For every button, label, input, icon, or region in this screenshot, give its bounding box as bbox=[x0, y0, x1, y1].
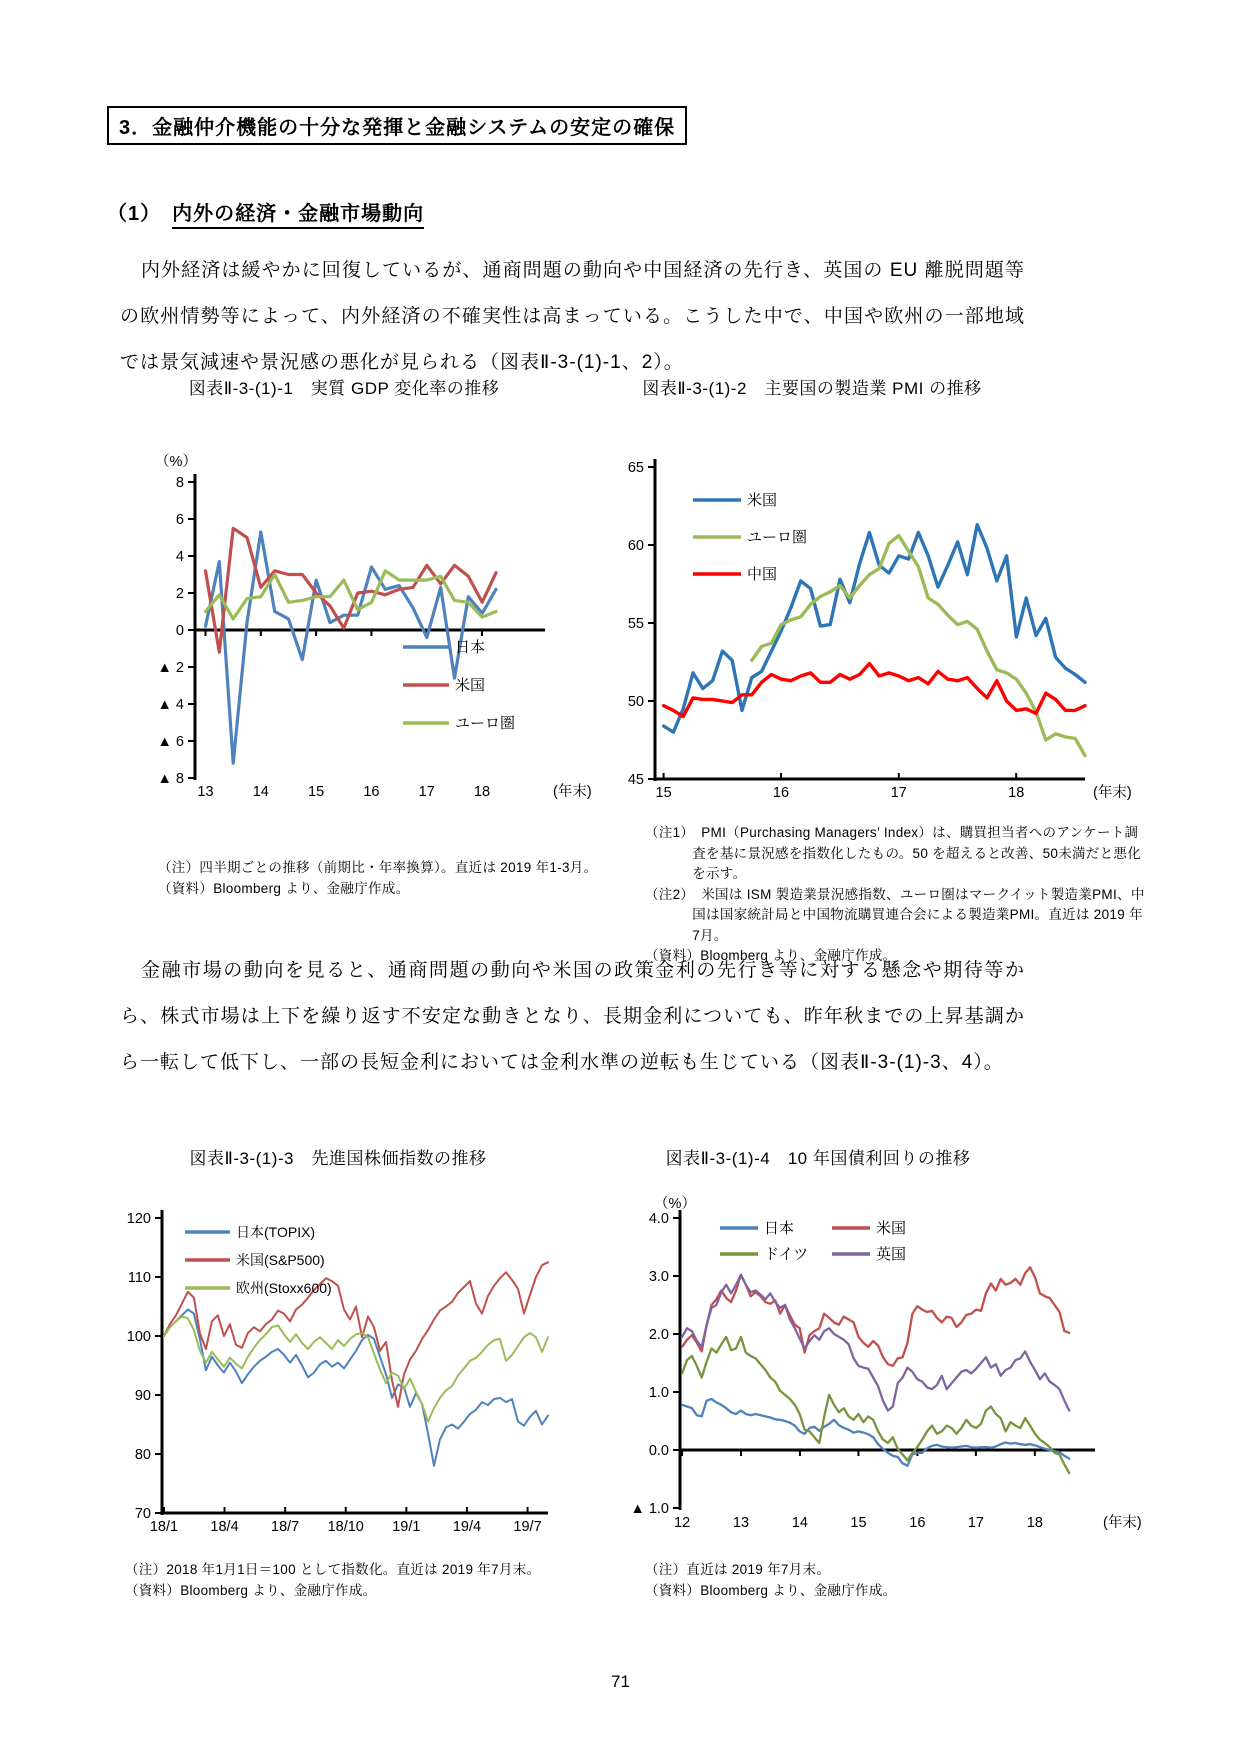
svg-text:米国: 米国 bbox=[876, 1220, 907, 1237]
svg-text:米国: 米国 bbox=[455, 677, 486, 694]
manufacturing-pmi-chart bbox=[583, 398, 1139, 822]
svg-text:18/1: 18/1 bbox=[149, 1519, 179, 1535]
svg-text:▲ 2: ▲ 2 bbox=[157, 660, 184, 676]
svg-text:15: 15 bbox=[308, 784, 325, 800]
svg-text:英国: 英国 bbox=[876, 1246, 907, 1263]
svg-text:1.0: 1.0 bbox=[648, 1385, 669, 1401]
svg-text:65: 65 bbox=[627, 460, 644, 476]
svg-text:80: 80 bbox=[134, 1447, 151, 1463]
svg-text:3.0: 3.0 bbox=[648, 1269, 669, 1285]
svg-text:(年末): (年末) bbox=[1103, 1515, 1142, 1531]
svg-text:(年末): (年末) bbox=[553, 784, 592, 800]
figure-2-notes bbox=[645, 823, 1145, 967]
gdp-change-chart bbox=[118, 398, 592, 822]
figure-4-title: 図表Ⅱ-3-(1)-4 10 年国債利回りの推移 bbox=[665, 1149, 971, 1168]
svg-text:▲ 1.0: ▲ 1.0 bbox=[630, 1501, 669, 1517]
paragraph-1: 内外経済は緩やかに回復しているが、通商問題の動向や中国経済の先行き、英国の EU 離脱問題等の欧州情勢等によって、内外経済の不確実性は高まっている。こうした中で、中国や欧州の一部地域では景気減速や景況感の悪化が見られる（図表Ⅱ-3-(1)-1、2）。 bbox=[120, 260, 1025, 373]
svg-text:米国(S&P500): 米国(S&P500) bbox=[236, 1252, 325, 1268]
svg-text:18: 18 bbox=[1008, 785, 1025, 801]
svg-text:100: 100 bbox=[126, 1329, 151, 1345]
section-heading bbox=[107, 197, 424, 226]
note-line: （資料）Bloomberg より、金融庁作成。 bbox=[158, 880, 410, 896]
svg-text:（%）: （%） bbox=[155, 454, 197, 470]
stock-index-chart bbox=[108, 1178, 568, 1578]
svg-text:ユーロ圏: ユーロ圏 bbox=[747, 529, 808, 546]
note-line: （資料）Bloomberg より、金融庁作成。 bbox=[125, 1582, 377, 1598]
svg-text:18/7: 18/7 bbox=[271, 1519, 300, 1535]
paragraph-2: 金融市場の動向を見ると、通商問題の動向や米国の政策金利の先行き等に対する懸念や期待等から、株式市場は上下を繰り返す不安定な動きとなり、長期金利についても、昨年秋までの上昇基調から一転して低下し、一部の長短金利においては金利水準の逆転も生じている（図表Ⅱ-3-(1)-3、4）。 bbox=[120, 960, 1025, 1073]
svg-text:16: 16 bbox=[772, 785, 790, 801]
svg-text:14: 14 bbox=[252, 784, 269, 800]
svg-text:50: 50 bbox=[627, 694, 644, 710]
bond-yield-chart bbox=[583, 1168, 1143, 1580]
svg-text:▲ 8: ▲ 8 bbox=[157, 771, 184, 787]
svg-text:16: 16 bbox=[909, 1515, 926, 1531]
svg-text:4: 4 bbox=[175, 549, 184, 565]
svg-text:17: 17 bbox=[418, 784, 435, 800]
svg-text:日本: 日本 bbox=[764, 1220, 795, 1237]
figure-1-title: 図表Ⅱ-3-(1)-1 実質 GDP 変化率の推移 bbox=[188, 379, 500, 398]
note-line: （注1） PMI（Purchasing Managers’ Index）は、購買担当者へのアンケート調査を基に景況感を指数化したもの。50 を超えると改善、50未満だと悪化を示す。 bbox=[645, 825, 1141, 881]
svg-text:18: 18 bbox=[473, 784, 491, 800]
svg-text:2: 2 bbox=[175, 586, 184, 602]
svg-text:19/1: 19/1 bbox=[392, 1519, 421, 1535]
svg-text:6: 6 bbox=[175, 512, 184, 528]
svg-text:8: 8 bbox=[175, 475, 184, 491]
svg-text:19/4: 19/4 bbox=[452, 1519, 482, 1535]
svg-text:15: 15 bbox=[850, 1515, 867, 1531]
figure-4-notes bbox=[645, 1560, 1105, 1601]
svg-text:18: 18 bbox=[1026, 1515, 1043, 1531]
svg-text:▲ 6: ▲ 6 bbox=[157, 734, 184, 750]
svg-text:0.0: 0.0 bbox=[648, 1443, 669, 1459]
note-line: （資料）Bloomberg より、金融庁作成。 bbox=[645, 948, 897, 963]
svg-text:13: 13 bbox=[732, 1515, 750, 1531]
figure-2-title: 図表Ⅱ-3-(1)-2 主要国の製造業 PMI の推移 bbox=[642, 379, 982, 398]
note-line: （注）四半期ごとの推移（前期比・年率換算）。直近は 2019 年1-3月。 bbox=[158, 860, 598, 875]
svg-text:110: 110 bbox=[127, 1270, 151, 1286]
svg-text:4.0: 4.0 bbox=[648, 1211, 669, 1227]
svg-text:55: 55 bbox=[627, 616, 644, 632]
svg-text:日本(TOPIX): 日本(TOPIX) bbox=[236, 1224, 316, 1240]
svg-text:16: 16 bbox=[363, 784, 380, 800]
svg-text:90: 90 bbox=[134, 1388, 151, 1404]
section-number: （1） bbox=[107, 203, 152, 225]
svg-text:17: 17 bbox=[890, 785, 907, 801]
svg-text:17: 17 bbox=[967, 1515, 984, 1531]
svg-text:70: 70 bbox=[134, 1506, 151, 1522]
svg-text:60: 60 bbox=[627, 538, 644, 554]
section-title: 内外の経済・金融市場動向 bbox=[172, 203, 424, 229]
page-number: 71 bbox=[611, 1672, 630, 1691]
svg-text:(年末): (年末) bbox=[1093, 785, 1132, 801]
svg-text:120: 120 bbox=[126, 1211, 151, 1227]
svg-text:0: 0 bbox=[175, 623, 184, 639]
svg-text:▲ 4: ▲ 4 bbox=[157, 697, 184, 713]
svg-text:18/4: 18/4 bbox=[210, 1519, 239, 1535]
chapter-title: 3．金融仲介機能の十分な発揮と金融システムの安定の確保 bbox=[107, 106, 687, 145]
svg-text:19/7: 19/7 bbox=[513, 1519, 542, 1535]
svg-text:15: 15 bbox=[655, 785, 672, 801]
note-line: （資料）Bloomberg より、金融庁作成。 bbox=[645, 1582, 897, 1598]
figure-1-notes bbox=[158, 858, 618, 899]
note-line: （注2） 米国は ISM 製造業景況感指数、ユーロ圏はマークイット製造業PMI、中国は国家統計局と中国物流購買連合会による製造業PMI。直近は 2019 年7月。 bbox=[645, 886, 1145, 943]
note-line: （注）2018 年1月1日＝100 として指数化。直近は 2019 年7月末。 bbox=[125, 1562, 541, 1577]
svg-text:中国: 中国 bbox=[747, 566, 778, 583]
svg-text:（%）: （%） bbox=[654, 1196, 696, 1212]
svg-text:13: 13 bbox=[197, 784, 214, 800]
figure-3-title: 図表Ⅱ-3-(1)-3 先進国株価指数の推移 bbox=[189, 1149, 487, 1168]
svg-text:米国: 米国 bbox=[747, 492, 778, 509]
svg-text:12: 12 bbox=[674, 1515, 691, 1531]
svg-text:ユーロ圏: ユーロ圏 bbox=[455, 715, 516, 732]
svg-text:2.0: 2.0 bbox=[648, 1327, 669, 1343]
svg-text:欧州(Stoxx600): 欧州(Stoxx600) bbox=[236, 1280, 332, 1296]
svg-text:45: 45 bbox=[627, 772, 644, 788]
svg-text:18/10: 18/10 bbox=[327, 1519, 364, 1535]
figure-3-notes bbox=[125, 1560, 595, 1601]
svg-text:ドイツ: ドイツ bbox=[764, 1246, 809, 1263]
svg-text:日本: 日本 bbox=[455, 639, 486, 656]
svg-text:14: 14 bbox=[791, 1515, 809, 1531]
note-line: （注）直近は 2019 年7月末。 bbox=[645, 1562, 831, 1577]
